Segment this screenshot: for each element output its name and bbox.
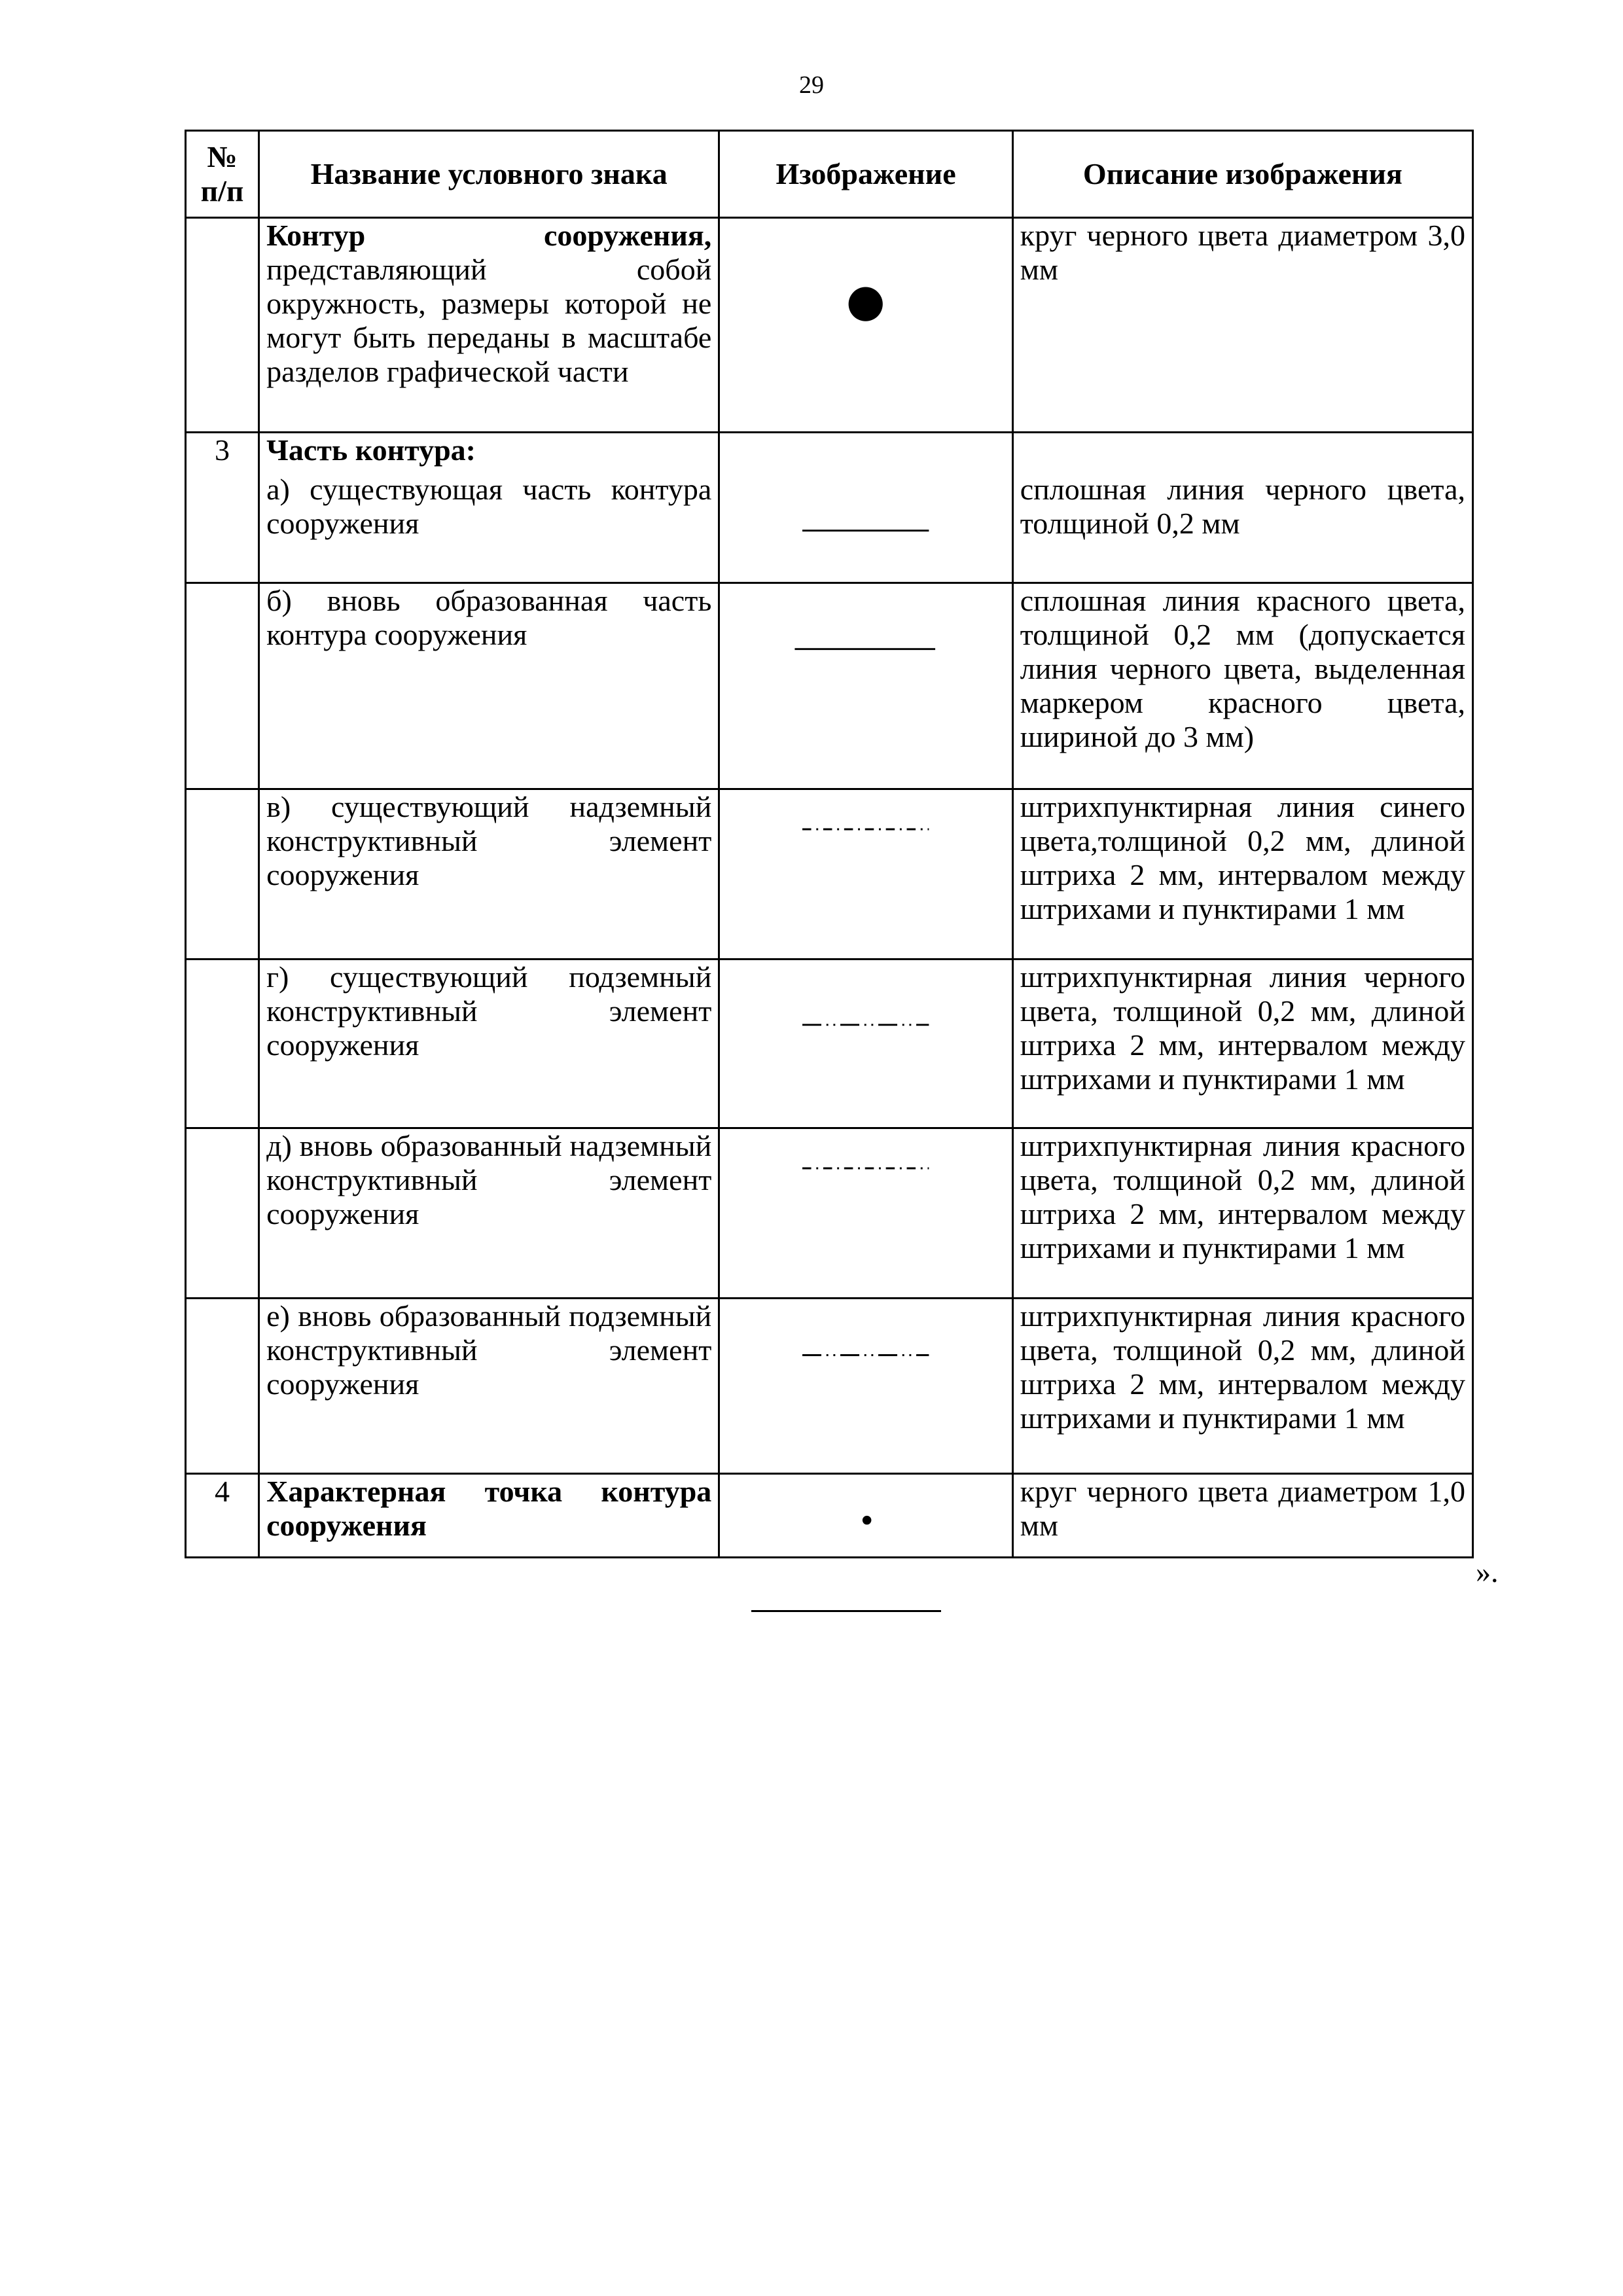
- header-name: Название условного знака: [259, 131, 719, 218]
- row-number: [186, 583, 259, 789]
- table-row: [186, 583, 1473, 789]
- symbols-table: [185, 130, 1474, 1558]
- dash-double-dot-line-icon: [726, 960, 1005, 1045]
- table-row: [186, 1128, 1473, 1299]
- row-description: штрихпунктирная линия черного цвета, толщиной 0,2 мм, длиной штриха 2 мм, интервалом между штрихами и пунктирами 1 мм: [1012, 960, 1472, 1128]
- row-description-text: сплошная линия черного цвета, толщиной 0,2 мм: [1020, 473, 1465, 540]
- row-number: [186, 218, 259, 433]
- row-image: [719, 1128, 1012, 1299]
- row-number: [186, 1128, 259, 1299]
- row-name-bold: Контур сооружения,: [266, 219, 712, 252]
- row-number: [186, 960, 259, 1128]
- solid-line-icon: [726, 433, 1005, 577]
- dash-double-dot-line-icon: [726, 1299, 1005, 1430]
- row-name-text: а) существующая часть контура сооружения: [266, 473, 712, 540]
- row-image: [719, 1299, 1012, 1474]
- separator-line: [751, 1610, 941, 1612]
- row-image: [719, 1474, 1012, 1558]
- header-image: Изображение: [719, 131, 1012, 218]
- row-name: д) вновь образованный надземный конструктивный элемент сооружения: [259, 1128, 719, 1299]
- row-description: [1012, 433, 1472, 583]
- table-row: [186, 960, 1473, 1128]
- table-row: [186, 218, 1473, 433]
- row-description: штрихпунктирная линия красного цвета, толщиной 0,2 мм, длиной штриха 2 мм, интервалом между штрихами и пунктирами 1 мм: [1012, 1128, 1472, 1299]
- solid-line-icon: [726, 584, 1005, 662]
- row-name: в) существующий надземный конструктивный элемент сооружения: [259, 789, 719, 960]
- large-dot-icon: [726, 219, 1005, 415]
- header-number: [186, 131, 259, 218]
- table-row: [186, 789, 1473, 960]
- row-image: [719, 583, 1012, 789]
- row-image: [719, 433, 1012, 583]
- table-row: [186, 1474, 1473, 1558]
- row-image: [719, 960, 1012, 1128]
- row-name-bold: Часть контура:: [266, 433, 476, 467]
- page-number: 29: [799, 71, 824, 99]
- row-number: 4: [186, 1474, 259, 1558]
- row-name: [259, 433, 719, 583]
- row-image: [719, 789, 1012, 960]
- row-description: сплошная линия красного цвета, толщиной 0,2 мм (допускается линия черного цвета, выделенная маркером красного цвета, шириной до 3 мм): [1012, 583, 1472, 789]
- small-dot-icon: [726, 1475, 1005, 1553]
- row-name: [259, 1474, 719, 1558]
- row-number: [186, 1299, 259, 1474]
- closing-quote: ».: [1476, 1555, 1499, 1588]
- row-name-text: представляющий собой окружность, размеры которой не могут быть переданы в масштабе разделов графической части: [266, 253, 712, 388]
- header-number-line2: п/п: [200, 174, 244, 207]
- dash-dot-line-icon: [726, 1129, 1005, 1208]
- row-description: штрихпунктирная линия синего цвета,толщиной 0,2 мм, длиной штриха 2 мм, интервалом между штрихами и пунктирами 1 мм: [1012, 789, 1472, 960]
- row-number: [186, 789, 259, 960]
- table-row: [186, 1299, 1473, 1474]
- row-image: [719, 218, 1012, 433]
- table-header-row: [186, 131, 1473, 218]
- row-description: штрихпунктирная линия красного цвета, толщиной 0,2 мм, длиной штриха 2 мм, интервалом между штрихами и пунктирами 1 мм: [1012, 1299, 1472, 1474]
- row-description: круг черного цвета диаметром 3,0 мм: [1012, 218, 1472, 433]
- row-number: 3: [186, 433, 259, 583]
- row-name: [259, 218, 719, 433]
- row-name: г) существующий подземный конструктивный элемент сооружения: [259, 960, 719, 1128]
- row-name: б) вновь образованная часть контура сооружения: [259, 583, 719, 789]
- header-description: Описание изображения: [1012, 131, 1472, 218]
- table-row: [186, 433, 1473, 583]
- dash-dot-line-icon: [726, 790, 1005, 869]
- row-name-bold: Характерная точка контура сооружения: [266, 1475, 712, 1542]
- header-number-line1: №: [207, 140, 238, 173]
- row-description: круг черного цвета диаметром 1,0 мм: [1012, 1474, 1472, 1558]
- row-name: е) вновь образованный подземный конструктивный элемент сооружения: [259, 1299, 719, 1474]
